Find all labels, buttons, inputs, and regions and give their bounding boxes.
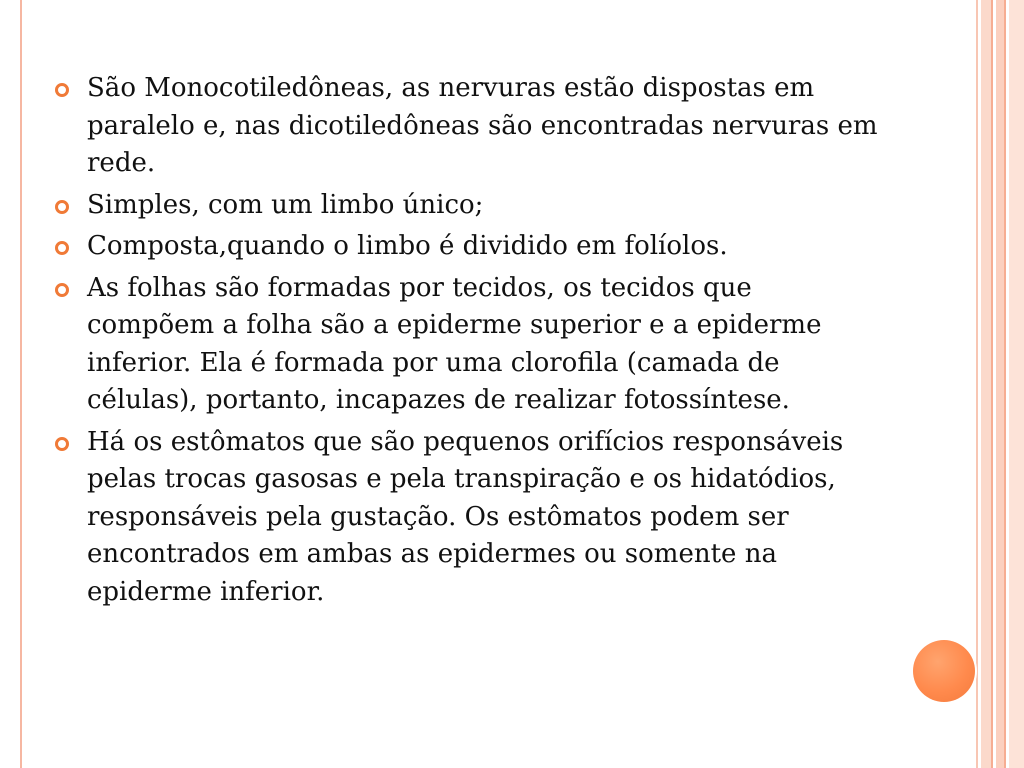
ring-bullet-icon (55, 241, 69, 255)
bullet-text: São Monocotiledôneas, as nervuras estão dispostas em paralelo e, nas dicotiledôneas são encontradas nervuras em rede. (87, 73, 878, 178)
ring-bullet-icon (55, 283, 69, 297)
bullet-text: As folhas são formadas por tecidos, os tecidos que compõem a folha são a epiderme superior e a epiderme inferior. Ela é formada por uma clorofila (camada de células), portanto, incapazes de realizar fotossíntese. (87, 272, 822, 415)
bullet-text: Simples, com um limbo único; (87, 189, 484, 220)
orange-circle-icon (913, 640, 975, 702)
stripe (996, 0, 1004, 768)
ring-bullet-icon (55, 200, 69, 214)
bullet-item-composta (50, 228, 880, 266)
stripe (1004, 0, 1006, 768)
bullet-item-estomatos (50, 424, 880, 612)
bullet-item-tecidos (50, 270, 880, 420)
slide-content (50, 70, 880, 615)
stripe (1009, 0, 1024, 768)
bullet-item-simples (50, 187, 880, 225)
stripe (991, 0, 993, 768)
stripe (976, 0, 978, 768)
ring-bullet-icon (55, 437, 69, 451)
bullet-text: Composta,quando o limbo é dividido em folíolos. (87, 231, 728, 261)
bullet-text: Há os estômatos que são pequenos orifícios responsáveis pelas trocas gasosas e pela transpiração e os hidatódios, responsáveis pela gustação. Os estômatos podem ser encontrados em ambas as epidermes ou somente na epiderme inferior. (87, 426, 844, 607)
left-border-line (20, 0, 22, 768)
right-decorative-stripes (976, 0, 1024, 768)
stripe (981, 0, 991, 768)
bullet-list (50, 70, 880, 611)
ring-bullet-icon (55, 83, 69, 97)
bullet-item-monocotiledoneas (50, 70, 880, 183)
